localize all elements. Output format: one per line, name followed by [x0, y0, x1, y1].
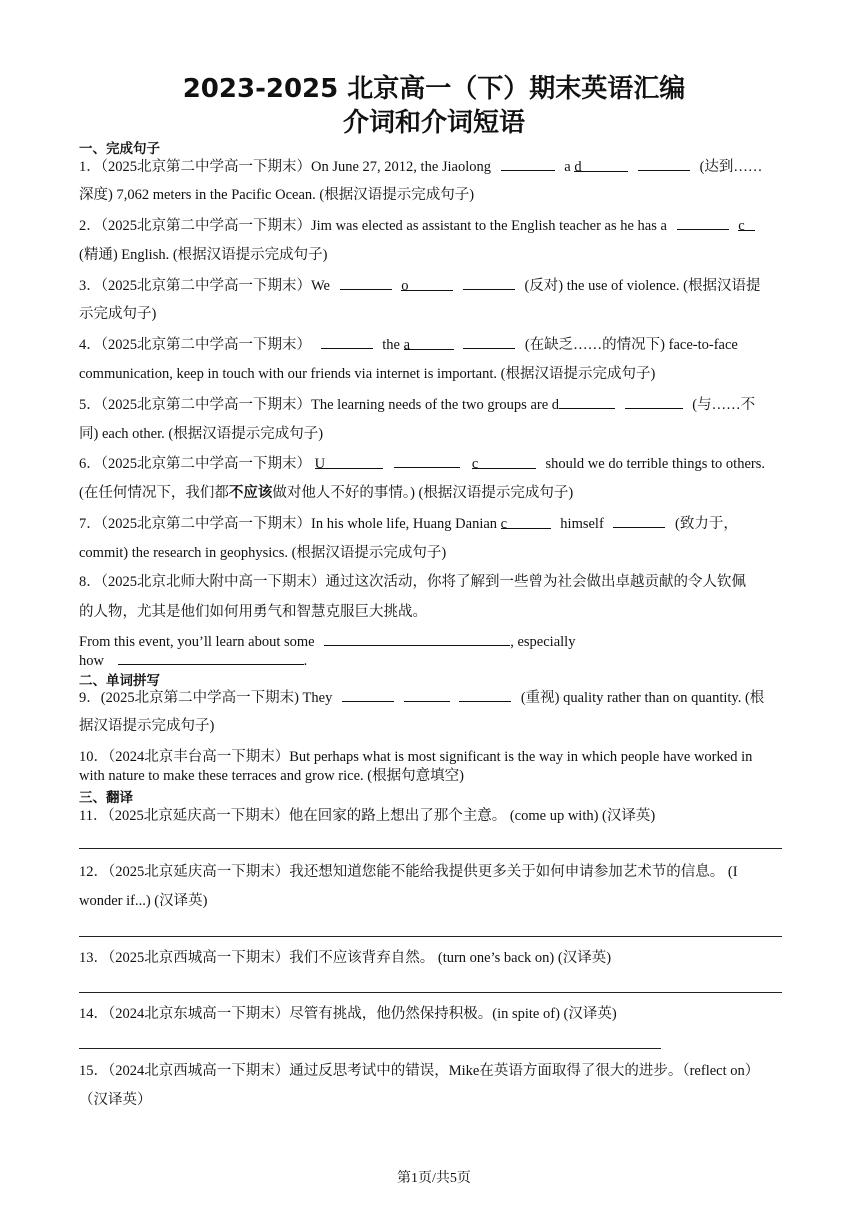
question-8-line-3	[79, 631, 575, 652]
question-15-line-2: （汉译英）	[79, 1092, 152, 1108]
q8-text: .	[303, 653, 308, 669]
q7-hint: c	[500, 516, 508, 532]
question-12-line-1: 12．（2025北京延庆高一下期末）我还想知道您能不能给我提供更多关于如何申请参加艺术节的信息。 (I	[79, 864, 738, 880]
q6-hint: U	[314, 456, 326, 472]
q3-hint: o	[401, 278, 409, 294]
q4-hint: a	[403, 337, 411, 353]
question-5-line-1	[79, 394, 755, 415]
q3-text: 3．（2025北京第二中学高一下期末）We	[79, 278, 330, 294]
question-1-line-1	[79, 156, 762, 177]
q3-blank-1	[340, 275, 392, 290]
q6-text: 做对他人不好的事情。) (根据汉语提示完成句子)	[272, 485, 574, 501]
q6-bold-text: 不应该	[228, 485, 273, 501]
question-2-line-2: (精通) English. (根据汉语提示完成句子)	[79, 247, 328, 263]
q12-answer-line[interactable]	[79, 936, 782, 937]
q4-blank-3	[463, 334, 515, 349]
q9-text: (重视) quality rather than on quantity. (根	[520, 690, 765, 706]
question-4-line-2: communication, keep in touch with our friends via internet is important. (根据汉语提示完成句子)	[79, 366, 656, 382]
q4-text: 4．（2025北京第二中学高一下期末）	[79, 337, 311, 353]
q9-blank-2	[404, 687, 450, 702]
question-1-line-2: 深度) 7,062 meters in the Pacific Ocean. (根据汉语提示完成句子)	[79, 187, 475, 203]
q1-blank-3	[638, 156, 690, 171]
q1-hint: d	[574, 159, 582, 175]
q6-blank-2	[394, 453, 460, 468]
question-8-line-2: 的人物，尤其是他们如何用勇气和智慧克服巨大挑战。	[79, 604, 427, 620]
q5-blank-1	[559, 394, 615, 409]
question-3-line-1	[79, 275, 760, 296]
question-9-line-2: 据汉语提示完成句子)	[79, 718, 215, 734]
section-heading-complete-sentences: 一、完成句子	[79, 141, 160, 157]
q8-blank-2	[118, 650, 304, 665]
q3-blank-3	[463, 275, 515, 290]
question-7-line-2: commit) the research in geophysics. (根据汉语提示完成句子)	[79, 545, 447, 561]
q13-answer-line[interactable]	[79, 992, 782, 993]
page-footer: 第1页/共5页	[397, 1171, 471, 1186]
q1-text: 1．（2025北京第二中学高一下期末）On June 27, 2012, the Jiaolong	[79, 159, 492, 175]
question-11: 11．（2025北京延庆高一下期末）他在回家的路上想出了那个主意。 (come up with) (汉译英)	[79, 808, 656, 824]
q6-text: (在任何情况下，我们都	[79, 485, 229, 501]
question-8-line-1: 8．（2025北京北师大附中高一下期末）通过这次活动，你将了解到一些曾为社会做出卓越贡献的令人钦佩	[79, 574, 746, 590]
question-12-line-2: wonder if...) (汉译英)	[79, 893, 208, 909]
q8-text: how	[79, 653, 104, 669]
question-8-line-4	[79, 650, 307, 671]
q9-text: 9．(2025北京第二中学高一下期末) They	[79, 690, 333, 706]
q6-hint: c	[471, 456, 479, 472]
document-subtitle: 介词和介词短语	[342, 108, 525, 138]
q3-blank-2	[401, 276, 453, 294]
q7-text: (致力于，	[675, 516, 738, 532]
q3-text: (反对) the use of violence. (根据汉语提	[524, 278, 761, 294]
q1-blank-2	[574, 157, 628, 175]
question-2-line-1	[79, 215, 755, 236]
q6-blank-1	[314, 454, 383, 472]
question-10-line-1: 10．（2024北京丰台高一下期末）But perhaps what is most significant is the way in which people have worked in	[79, 749, 753, 765]
q4-blank-1	[321, 334, 373, 349]
q8-blank-1	[324, 631, 510, 646]
q8-text: , especially	[510, 634, 576, 650]
q7-blank-2	[613, 513, 665, 528]
q4-text: the	[382, 337, 400, 353]
q4-text: (在缺乏……的情况下) face-to-face	[524, 337, 738, 353]
q2-text: 2．（2025北京第二中学高一下期末）Jim was elected as assistant to the English teacher as he has a	[79, 218, 667, 234]
q7-text: 7．（2025北京第二中学高一下期末）In his whole life, Huang Danian	[79, 516, 498, 532]
q2-hint: c	[738, 218, 745, 234]
question-4-line-1	[79, 334, 738, 355]
q6-text: should we do terrible things to others.	[545, 456, 765, 472]
q9-blank-3	[459, 687, 511, 702]
q5-text: 5．（2025北京第二中学高一下期末）The learning needs of the two groups are d	[79, 397, 560, 413]
q14-answer-line[interactable]	[79, 1048, 661, 1049]
q1-blank-1	[501, 156, 555, 171]
question-7-line-1	[79, 513, 738, 534]
q8-text: From this event, you’ll learn about some	[79, 634, 315, 650]
q11-answer-line[interactable]	[79, 848, 782, 849]
q9-blank-1	[342, 687, 394, 702]
q2-blank-1	[677, 215, 729, 230]
q1-text: (达到……	[699, 159, 763, 175]
q5-text: (与……不	[692, 397, 756, 413]
q2-blank-2	[738, 216, 755, 234]
question-6-line-1	[79, 453, 765, 474]
q5-blank-2	[625, 394, 683, 409]
q6-blank-3	[471, 454, 536, 472]
section-heading-word-spelling: 二、单词拼写	[79, 673, 160, 689]
question-10-line-2: with nature to make these terraces and grow rice. (根据句意填空)	[79, 768, 464, 784]
question-6-line-2	[79, 483, 573, 503]
question-13: 13．（2025北京西城高一下期末）我们不应该背弃自然。 (turn one’s back on) (汉译英)	[79, 950, 612, 966]
q1-text: a	[564, 159, 571, 175]
question-3-line-2: 示完成句子)	[79, 306, 157, 322]
section-heading-translation: 三、翻译	[79, 790, 133, 806]
document-title: 2023-2025 北京高一（下）期末英语汇编	[182, 74, 686, 104]
q7-text: himself	[560, 516, 604, 532]
q4-blank-2	[403, 335, 454, 353]
question-14: 14．（2024北京东城高一下期末）尽管有挑战，他仍然保持积极。(in spite of) (汉译英)	[79, 1006, 617, 1022]
question-9-line-1	[79, 687, 764, 708]
question-15-line-1: 15．（2024北京西城高一下期末）通过反思考试中的错误，Mike在英语方面取得了很大的进步。（reflect on）	[79, 1063, 760, 1079]
question-5-line-2: 同) each other. (根据汉语提示完成句子)	[79, 426, 324, 442]
q6-text: 6．（2025北京第二中学高一下期末）	[79, 456, 311, 472]
q7-blank-1	[500, 514, 551, 532]
